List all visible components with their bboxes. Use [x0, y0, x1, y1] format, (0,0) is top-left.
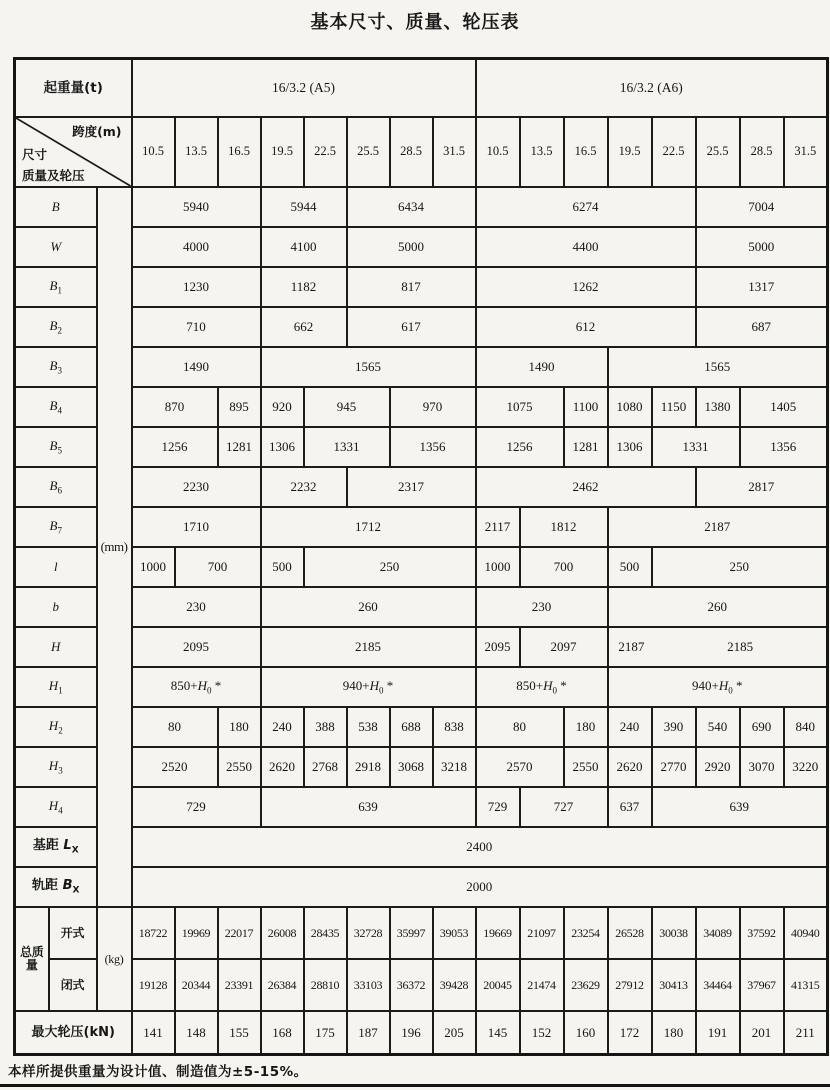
table-cell: 80 [476, 707, 564, 747]
table-cell: 2918 [347, 747, 390, 787]
label-part: 0 [552, 685, 557, 696]
table-cell: 2400 [132, 827, 828, 867]
label-part: 7 [57, 525, 62, 536]
span-col-header: 19.5 [261, 117, 304, 187]
table-cell: 1000 [132, 547, 175, 587]
table-cell: 205 [433, 1011, 476, 1055]
table-cell-value: 2185 [727, 639, 754, 655]
table-cell [476, 667, 608, 707]
label-part: L [63, 837, 72, 853]
table-cell: 180 [652, 1011, 696, 1055]
group-a6-header: 16/3.2 (A6) [476, 59, 828, 118]
row-label [15, 747, 97, 787]
table-cell: 201 [740, 1011, 784, 1055]
table-cell: 23391 [218, 959, 261, 1011]
table-cell: 388 [304, 707, 347, 747]
table-cell: 23629 [564, 959, 608, 1011]
row-label [15, 787, 97, 827]
label-part: 0 [379, 685, 384, 696]
table-cell: 32728 [347, 907, 390, 959]
span-col-header: 19.5 [608, 117, 652, 187]
table-cell: 1331 [652, 427, 740, 467]
label-part: * [383, 677, 394, 693]
capacity-header: 起重量(t) [15, 59, 132, 118]
table-cell: 5944 [261, 187, 347, 227]
total-mass-label: 总质量 [15, 907, 49, 1011]
table-cell: 191 [696, 1011, 740, 1055]
table-cell: 500 [608, 547, 652, 587]
row-label [15, 467, 97, 507]
table-cell [608, 667, 828, 707]
span-col-header: 13.5 [175, 117, 218, 187]
table-cell: 2317 [347, 467, 476, 507]
table-cell: 33103 [347, 959, 390, 1011]
closed-type-label: 闭式 [49, 959, 97, 1011]
table-cell: 21097 [520, 907, 564, 959]
span-col-header: 22.5 [652, 117, 696, 187]
bottom-rule [0, 1084, 830, 1087]
label-part: 4 [57, 405, 62, 416]
table-cell: 617 [347, 307, 476, 347]
row-label [15, 267, 97, 307]
label-part: 2 [57, 325, 62, 336]
table-cell: 1182 [261, 267, 347, 307]
table-cell: 700 [175, 547, 261, 587]
table-cell: 155 [218, 1011, 261, 1055]
label-part: W [50, 239, 62, 255]
label-part: H [369, 677, 379, 693]
table-cell: 690 [740, 707, 784, 747]
row-label [15, 867, 97, 907]
table-cell: 729 [476, 787, 520, 827]
table-cell [132, 667, 261, 707]
label-part: B [49, 277, 58, 293]
table-cell: 1331 [304, 427, 390, 467]
table-cell: 18722 [132, 907, 175, 959]
row-label [15, 587, 97, 627]
table-cell: 34464 [696, 959, 740, 1011]
row-label [15, 547, 97, 587]
table-cell: 1262 [476, 267, 696, 307]
table-cell: 28810 [304, 959, 347, 1011]
label-part: H [48, 677, 59, 693]
table-cell: 160 [564, 1011, 608, 1055]
table-cell: 637 [608, 787, 652, 827]
table-cell: 2000 [132, 867, 828, 907]
table-cell: 500 [261, 547, 304, 587]
label-part: 940+ [342, 677, 370, 693]
table-cell: 2185 [261, 627, 476, 667]
table-cell: 250 [652, 547, 828, 587]
table-cell: 5000 [696, 227, 828, 267]
label-part: l [53, 559, 58, 575]
table-cell: 1150 [652, 387, 696, 427]
table-cell: 21474 [520, 959, 564, 1011]
table-cell: 180 [564, 707, 608, 747]
table-cell: 187 [347, 1011, 390, 1055]
span-col-header: 28.5 [740, 117, 784, 187]
span-col-header: 31.5 [433, 117, 476, 187]
table-cell: 870 [132, 387, 218, 427]
table-cell: 2462 [476, 467, 696, 507]
table-cell: 1710 [132, 507, 261, 547]
label-part: 基距 [32, 837, 64, 853]
unit-mm-label: (mm) [97, 187, 132, 907]
table-cell: 3070 [740, 747, 784, 787]
label-part: B [51, 199, 60, 215]
label-part: H [51, 639, 61, 655]
label-part: 1 [58, 685, 63, 696]
label-part: 1 [57, 285, 62, 296]
table-cell: 1317 [696, 267, 828, 307]
table-cell: 3068 [390, 747, 433, 787]
label-part: * [732, 677, 743, 693]
table-cell: 729 [132, 787, 261, 827]
span-col-header: 10.5 [132, 117, 175, 187]
unit-kg-label: (kg) [97, 907, 132, 1011]
group-a5-header: 16/3.2 (A5) [132, 59, 476, 118]
table-cell: 39053 [433, 907, 476, 959]
span-col-header: 16.5 [564, 117, 608, 187]
table-cell: 895 [218, 387, 261, 427]
table-cell: 687 [696, 307, 828, 347]
table-cell: 2095 [132, 627, 261, 667]
page-title: 基本尺寸、质量、轮压表 [310, 12, 520, 33]
table-cell: 2520 [132, 747, 218, 787]
table-cell: 1281 [218, 427, 261, 467]
table-cell: 260 [608, 587, 828, 627]
row-label [15, 707, 97, 747]
table-cell: 4100 [261, 227, 347, 267]
table-cell: 1080 [608, 387, 652, 427]
table-cell: 2620 [608, 747, 652, 787]
table-cell: 40940 [784, 907, 828, 959]
table-cell: 211 [784, 1011, 828, 1055]
table-cell: 2817 [696, 467, 828, 507]
table-cell: 538 [347, 707, 390, 747]
label-part: H [48, 797, 59, 813]
table-cell: 180 [218, 707, 261, 747]
table-cell: 2117 [476, 507, 520, 547]
table-cell: 945 [304, 387, 390, 427]
table-cell: 2770 [652, 747, 696, 787]
table-cell: 172 [608, 1011, 652, 1055]
table-cell: 145 [476, 1011, 520, 1055]
table-cell: 27912 [608, 959, 652, 1011]
table-cell: 1565 [608, 347, 828, 387]
span-col-header: 16.5 [218, 117, 261, 187]
table-cell: 1281 [564, 427, 608, 467]
label-part: B [62, 877, 73, 893]
span-col-header: 22.5 [304, 117, 347, 187]
label-part: H [48, 757, 59, 773]
span-col-header: 25.5 [696, 117, 740, 187]
label-part: H [543, 677, 553, 693]
span-col-header: 10.5 [476, 117, 520, 187]
table-cell: 26528 [608, 907, 652, 959]
table-cell: 19969 [175, 907, 218, 959]
table-cell: 6434 [347, 187, 476, 227]
table-cell: 30413 [652, 959, 696, 1011]
table-cell [261, 667, 476, 707]
label-part: 0 [207, 685, 212, 696]
row-label [15, 227, 97, 267]
table-cell: 1306 [261, 427, 304, 467]
table-cell: 26384 [261, 959, 304, 1011]
table-cell: 2232 [261, 467, 347, 507]
table-cell: 1306 [608, 427, 652, 467]
table-cell: 19669 [476, 907, 520, 959]
table-cell: 37592 [740, 907, 784, 959]
span-col-header: 25.5 [347, 117, 390, 187]
table-cell: 2570 [476, 747, 564, 787]
table-cell: 710 [132, 307, 261, 347]
table-cell: 1712 [261, 507, 476, 547]
label-part: 940+ [692, 677, 719, 693]
table-cell: 3218 [433, 747, 476, 787]
row-label [15, 627, 97, 667]
label-part: X [72, 885, 80, 896]
table-cell: 612 [476, 307, 696, 347]
span-col-header: 31.5 [784, 117, 828, 187]
table-cell: 4400 [476, 227, 696, 267]
table-cell: 1490 [132, 347, 261, 387]
table-cell: 30038 [652, 907, 696, 959]
table-cell: 2550 [564, 747, 608, 787]
table-cell-value: 2187 [618, 639, 645, 655]
label-part: 3 [58, 765, 63, 776]
table-cell: 1405 [740, 387, 828, 427]
table-cell: 2095 [476, 627, 520, 667]
table-cell: 4000 [132, 227, 261, 267]
label-part: B [49, 437, 58, 453]
label-part: * [211, 677, 222, 693]
table-cell: 36372 [390, 959, 433, 1011]
table-cell: 148 [175, 1011, 218, 1055]
label-part: 850+ [516, 677, 544, 693]
table-cell: 2920 [696, 747, 740, 787]
table-cell: 168 [261, 1011, 304, 1055]
label-part: B [49, 357, 58, 373]
table-cell: 230 [476, 587, 608, 627]
table-cell: 540 [696, 707, 740, 747]
table-cell: 1490 [476, 347, 608, 387]
table-cell: 20045 [476, 959, 520, 1011]
table-cell: 639 [261, 787, 476, 827]
table-cell: 1256 [476, 427, 564, 467]
table-cell: 196 [390, 1011, 433, 1055]
label-part: * [557, 677, 567, 693]
label-part: 850+ [170, 677, 198, 693]
open-type-label: 开式 [49, 907, 97, 959]
table-cell: 1356 [740, 427, 828, 467]
table-cell: 390 [652, 707, 696, 747]
table-cell: 23254 [564, 907, 608, 959]
table-cell: 175 [304, 1011, 347, 1055]
table-cell: 250 [304, 547, 476, 587]
table-cell: 1565 [261, 347, 476, 387]
row-label [15, 387, 97, 427]
table-cell: 80 [132, 707, 218, 747]
table-cell: 1075 [476, 387, 564, 427]
row-label [15, 307, 97, 347]
row-label [15, 827, 97, 867]
label-part: 4 [58, 805, 63, 816]
table-cell: 1356 [390, 427, 476, 467]
table-cell: 727 [520, 787, 608, 827]
row-label [15, 187, 97, 227]
max-wheel-pressure-label: 最大轮压(kN) [15, 1011, 132, 1055]
table-cell: 970 [390, 387, 476, 427]
table-cell [608, 627, 828, 667]
label-part: H [718, 677, 729, 693]
table-cell: 1256 [132, 427, 218, 467]
table-cell: 817 [347, 267, 476, 307]
table-cell: 1812 [520, 507, 608, 547]
label-part: 2 [58, 725, 63, 736]
table-cell: 3220 [784, 747, 828, 787]
label-part: B [49, 317, 58, 333]
table-cell: 662 [261, 307, 347, 347]
span-col-header: 13.5 [520, 117, 564, 187]
label-part: b [52, 599, 59, 615]
row-label [15, 507, 97, 547]
table-cell: 1000 [476, 547, 520, 587]
label-part: B [49, 397, 58, 413]
table-cell: 39428 [433, 959, 476, 1011]
table-cell: 2620 [261, 747, 304, 787]
table-cell: 240 [608, 707, 652, 747]
table-cell: 141 [132, 1011, 175, 1055]
table-cell: 838 [433, 707, 476, 747]
label-part: H [48, 717, 59, 733]
dimension-label: 尺寸 [22, 147, 48, 162]
table-cell: 1100 [564, 387, 608, 427]
diagonal-header [15, 117, 132, 187]
mass-wheel-label: 质量及轮压 [22, 167, 85, 183]
table-cell: 7004 [696, 187, 828, 227]
label-part: X [71, 845, 79, 856]
label-part: 3 [57, 365, 62, 376]
label-part: 轨距 [32, 877, 63, 893]
table-cell: 5000 [347, 227, 476, 267]
table-cell: 41315 [784, 959, 828, 1011]
table-cell: 5940 [132, 187, 261, 227]
row-label [15, 427, 97, 467]
table-cell: 26008 [261, 907, 304, 959]
label-part: 5 [57, 445, 62, 456]
label-part: 0 [728, 685, 733, 696]
table-cell: 240 [261, 707, 304, 747]
label-part: B [49, 517, 58, 533]
table-cell: 639 [652, 787, 828, 827]
table-cell: 2230 [132, 467, 261, 507]
table-cell: 230 [132, 587, 261, 627]
table-cell: 152 [520, 1011, 564, 1055]
table-cell: 700 [520, 547, 608, 587]
table-cell: 2097 [520, 627, 608, 667]
table-cell: 840 [784, 707, 828, 747]
row-label [15, 667, 97, 707]
table-cell: 19128 [132, 959, 175, 1011]
table-cell: 2550 [218, 747, 261, 787]
table-cell: 37967 [740, 959, 784, 1011]
label-part: H [197, 677, 207, 693]
table-cell: 6274 [476, 187, 696, 227]
table-cell: 28435 [304, 907, 347, 959]
table-cell: 688 [390, 707, 433, 747]
table-cell: 35997 [390, 907, 433, 959]
table-cell: 2187 [608, 507, 828, 547]
row-label [15, 347, 97, 387]
table-cell: 920 [261, 387, 304, 427]
table-cell: 2768 [304, 747, 347, 787]
spec-table [13, 57, 829, 1056]
table-cell: 22017 [218, 907, 261, 959]
label-part: B [49, 477, 58, 493]
table-cell: 1380 [696, 387, 740, 427]
span-m-label: 跨度(m) [72, 124, 122, 139]
table-cell: 1230 [132, 267, 261, 307]
label-part: 6 [57, 485, 62, 496]
table-cell: 34089 [696, 907, 740, 959]
table-cell: 20344 [175, 959, 218, 1011]
table-cell: 260 [261, 587, 476, 627]
span-col-header: 28.5 [390, 117, 433, 187]
footnote: 本样所提供重量为设计值、制造值为±5-15%。 [8, 1064, 308, 1080]
